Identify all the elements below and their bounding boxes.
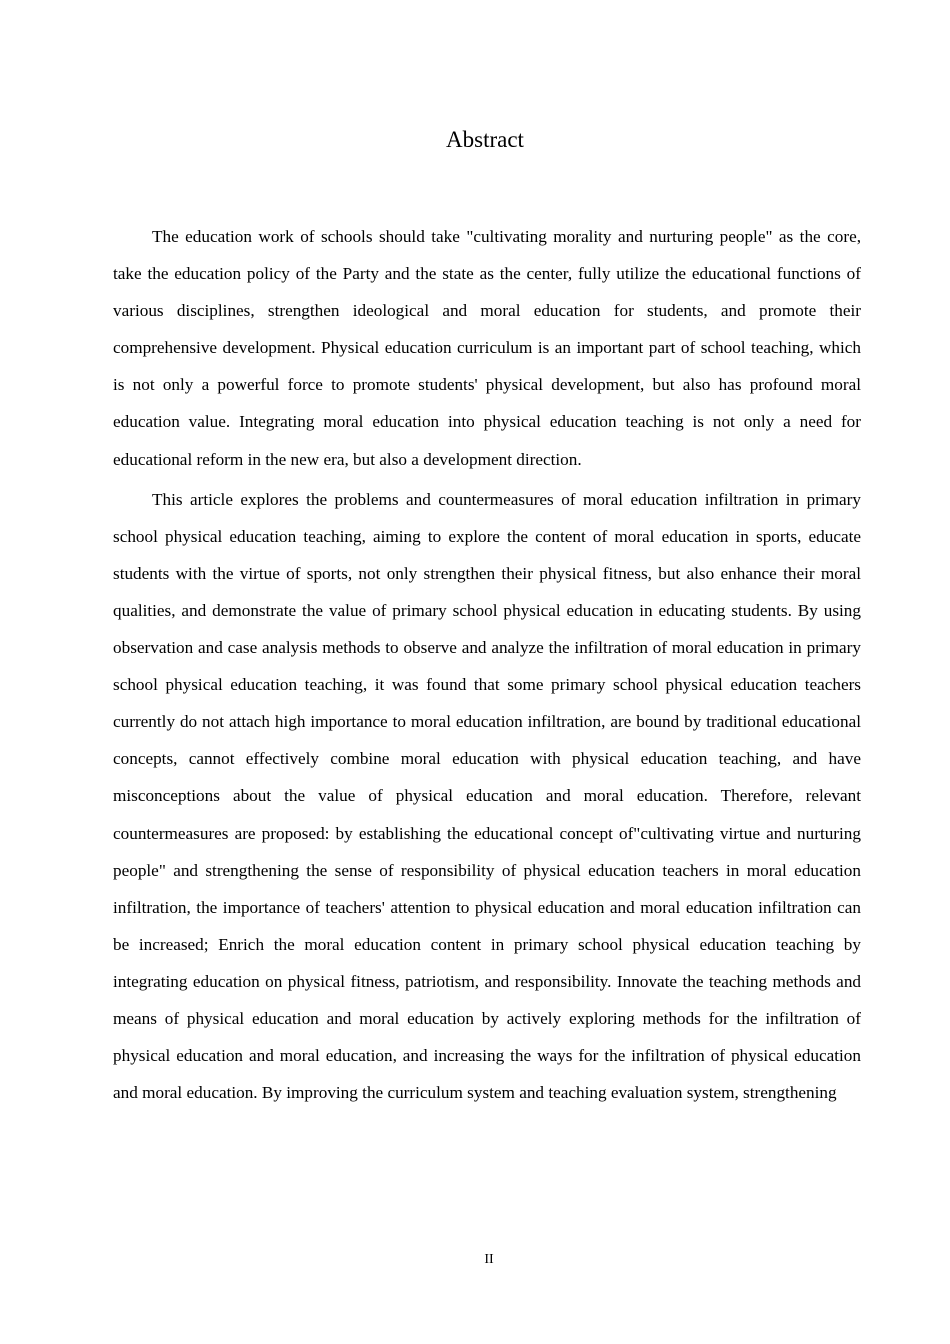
page-number: II bbox=[484, 1252, 494, 1267]
page-title: Abstract bbox=[446, 127, 524, 152]
abstract-paragraph-1: The education work of schools should take "cultivating morality and nurturing people" as the core, take the education policy of the Party and the state as the center, fully utilize the educational functions of various disciplines, strengthen ideological and moral education for students, and promote their comprehensive development. Physical education curriculum is an important part of school teaching, which is not only a powerful force to promote students' physical development, but also has profound moral education value. Integrating moral education into physical education teaching is not only a need for educational reform in the new era, but also a development direction. bbox=[113, 227, 861, 469]
abstract-body bbox=[113, 218, 861, 1111]
abstract-paragraph-2: This article explores the problems and countermeasures of moral education infiltration in primary school physical education teaching, aiming to explore the content of moral education in sports, educate students with the virtue of sports, not only strengthen their physical fitness, but also enhance their moral qualities, and demonstrate the value of primary school physical education in educating students. By using observation and case analysis methods to observe and analyze the infiltration of moral education in primary school physical education teaching, it was found that some primary school physical education teachers currently do not attach high importance to moral education infiltration, are bound by traditional educational concepts, cannot effectively combine moral education with physical education teaching, and have misconceptions about the value of physical education and moral education. Therefore, relevant countermeasures are proposed: by establishing the educational concept of"cultivating virtue and nurturing people" and strengthening the sense of responsibility of physical education teachers in moral education infiltration, the importance of teachers' attention to physical education and moral education infiltration can be increased; Enrich the moral education content in primary school physical education teaching by integrating education on physical fitness, patriotism, and responsibility. Innovate the teaching methods and means of physical education and moral education by actively exploring methods for the infiltration of physical education and moral education, and increasing the ways for the infiltration of physical education and moral education. By improving the curriculum system and teaching evaluation system, strengthening bbox=[113, 489, 861, 1103]
